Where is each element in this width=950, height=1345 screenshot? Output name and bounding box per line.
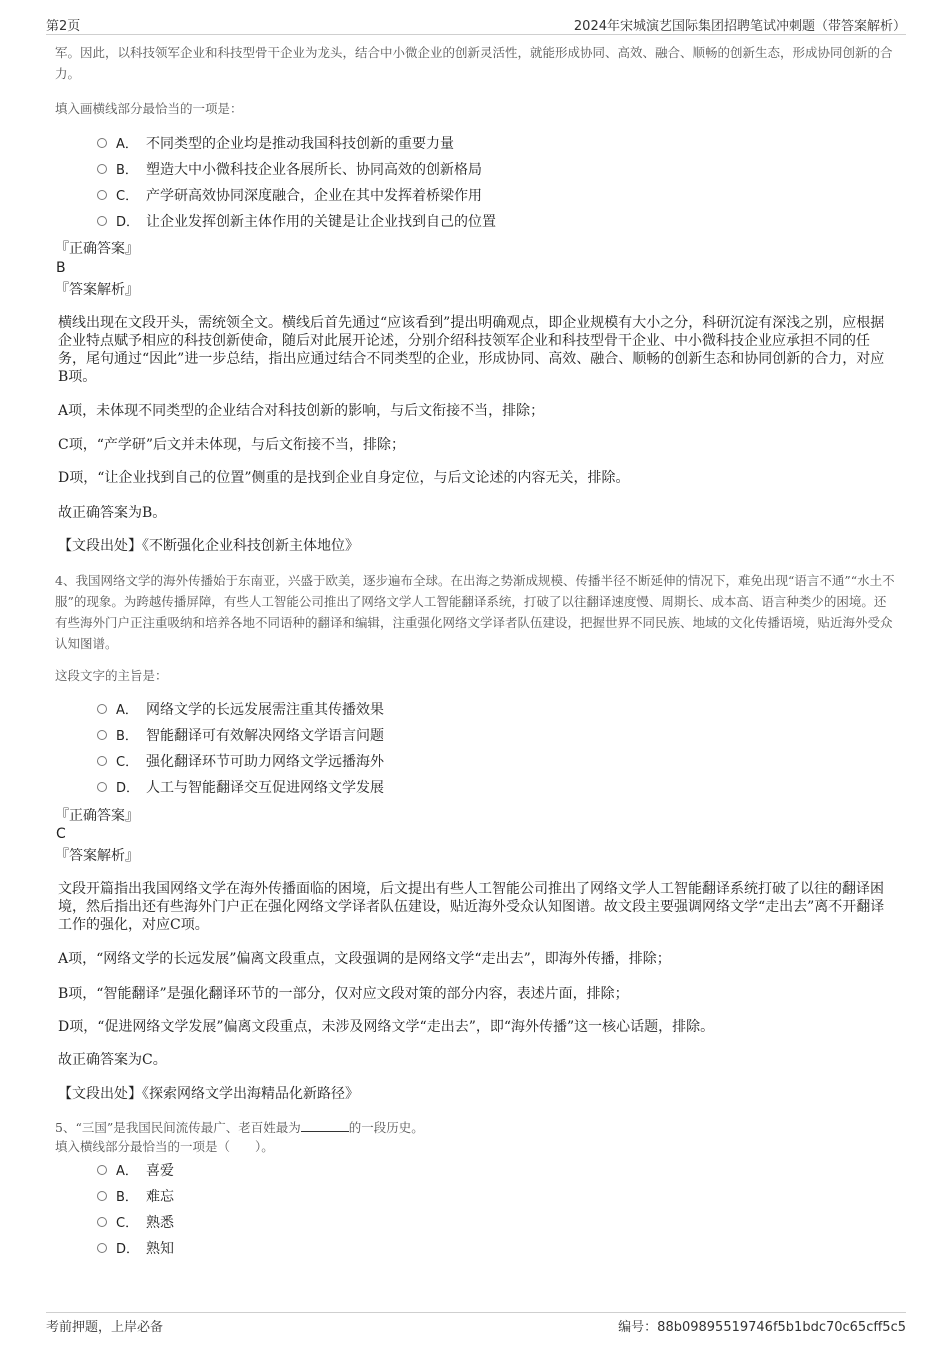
q4-answer-label: 『正确答案』	[55, 808, 139, 824]
q3-stem-tail: 军。因此，以科技领军企业和科技型骨干企业为龙头，结合中小微企业的创新灵活性，就能形成协同、高效、融合、顺畅的创新生态，形成协同创新的合力。	[55, 45, 893, 81]
radio-icon[interactable]	[97, 1165, 107, 1175]
q4-analysis-label: 『答案解析』	[55, 848, 139, 864]
q4-option-d[interactable]: D． 人工与智能翻译交互促进网络文学发展	[97, 778, 384, 798]
q4-answer: C	[56, 826, 66, 842]
q3-option-d[interactable]: D． 让企业发挥创新主体作用的关键是让企业找到自己的位置	[97, 212, 496, 232]
q3-option-a[interactable]: A． 不同类型的企业均是推动我国科技创新的重要力量	[97, 134, 454, 154]
q3-source: 【文段出处】《不断强化企业科技创新主体地位》	[58, 538, 359, 554]
radio-icon[interactable]	[97, 1243, 107, 1253]
q5-option-c[interactable]: C． 熟悉	[97, 1213, 174, 1233]
q4-note-a: A项，“网络文学的长远发展”偏离文段重点，文段强调的是网络文学“走出去”，即海外传播，排除；	[58, 951, 671, 967]
q4-note-b: B项，“智能翻译”是强化翻译环节的一部分，仅对应文段对策的部分内容，表述片面，排除；	[58, 986, 629, 1002]
q3-analysis: 横线出现在文段开头，需统领全文。横线后首先通过“应该看到”提出明确观点，即企业规模有大小之分，科研沉淀有深浅之别，应根据企业特点赋予相应的科技创新使命，随后对此展开论述，分别介绍科技领军企业和科技型骨干企业、中小微科技企业应承担不同的任务，尾句通过“因此”进一步总结，指出应通过结合不同类型的企业，形成协同、高效、融合、顺畅的创新生态和协同创新的合力，对应B项。	[58, 315, 885, 385]
q3-note-a: A项，未体现不同类型的企业结合对科技创新的影响，与后文衔接不当，排除；	[58, 403, 545, 419]
q3-analysis-label: 『答案解析』	[55, 282, 139, 298]
radio-icon[interactable]	[97, 782, 107, 792]
q4-analysis: 文段开篇指出我国网络文学在海外传播面临的困境，后文提出有些人工智能公司推出了网络文学人工智能翻译系统打破了以往的翻译困境，然后指出还有些海外门户正在强化网络文学译者队伍建设，贴近海外受众认知图谱。故文段主要强调网络文学“走出去”离不开翻译工作的强化，对应C项。	[58, 881, 885, 933]
radio-icon[interactable]	[97, 138, 107, 148]
q4-option-c[interactable]: C． 强化翻译环节可助力网络文学远播海外	[97, 752, 384, 772]
q5-option-a[interactable]: A． 喜爱	[97, 1161, 174, 1181]
q3-answer: B	[56, 260, 66, 276]
q5-prompt: 填入横线部分最恰当的一项是（ ）。	[55, 1139, 274, 1154]
q5-option-b[interactable]: B． 难忘	[97, 1187, 174, 1207]
radio-icon[interactable]	[97, 704, 107, 714]
radio-icon[interactable]	[97, 1217, 107, 1227]
fill-blank	[301, 1119, 349, 1132]
radio-icon[interactable]	[97, 190, 107, 200]
radio-icon[interactable]	[97, 216, 107, 226]
page-footer	[46, 1312, 906, 1335]
document-code: 编号：88b09895519746f5b1bdc70c65cff5c5	[618, 1320, 906, 1335]
page-header	[46, 14, 906, 35]
footer-slogan: 考前押题，上岸必备	[46, 1320, 164, 1335]
q4-conclusion: 故正确答案为C。	[58, 1052, 167, 1068]
q4-note-d: D项，“促进网络文学发展”偏离文段重点，未涉及网络文学“走出去”，即“海外传播”这一核心话题，排除。	[58, 1019, 715, 1035]
q4-prompt: 这段文字的主旨是：	[55, 668, 168, 683]
q3-note-d: D项，“让企业找到自己的位置”侧重的是找到企业自身定位，与后文论述的内容无关，排除。	[58, 470, 630, 486]
radio-icon[interactable]	[97, 1191, 107, 1201]
q3-option-c[interactable]: C． 产学研高效协同深度融合，企业在其中发挥着桥梁作用	[97, 186, 482, 206]
q3-conclusion: 故正确答案为B。	[58, 505, 167, 521]
radio-icon[interactable]	[97, 730, 107, 740]
q4-stem: 4、我国网络文学的海外传播始于东南亚，兴盛于欧美，逐步遍布全球。在出海之势渐成规模、传播半径不断延伸的情况下，难免出现“语言不通”“水土不服”的现象。为跨越传播屏障，有些人工智能公司推出了网络文学人工智能翻译系统，打破了以往翻译速度慢、周期长、成本高、语言种类少的困境。还有些海外门户正注重吸纳和培养各地不同语种的翻译和编辑，注重强化网络文学译者队伍建设，把握世界不同民族、地域的文化传播语境，贴近海外受众认知图谱。	[55, 573, 895, 651]
radio-icon[interactable]	[97, 164, 107, 174]
q3-answer-label: 『正确答案』	[55, 241, 139, 257]
document-title: 2024年宋城演艺国际集团招聘笔试冲刺题（带答案解析）	[573, 19, 906, 34]
q3-note-c: C项，“产学研”后文并未体现，与后文衔接不当，排除；	[58, 437, 406, 453]
q4-option-a[interactable]: A． 网络文学的长远发展需注重其传播效果	[97, 700, 384, 720]
q3-prompt: 填入画横线部分最恰当的一项是：	[55, 101, 243, 116]
radio-icon[interactable]	[97, 756, 107, 766]
q5-stem: 5、“三国”是我国民间流传最广、老百姓最为 的一段历史。	[55, 1120, 424, 1135]
q5-option-d[interactable]: D． 熟知	[97, 1239, 174, 1259]
q4-source: 【文段出处】《探索网络文学出海精品化新路径》	[58, 1086, 359, 1102]
page-number: 第2页	[46, 19, 81, 34]
q4-option-b[interactable]: B． 智能翻译可有效解决网络文学语言问题	[97, 726, 384, 746]
q3-option-b[interactable]: B． 塑造大中小微科技企业各展所长、协同高效的创新格局	[97, 160, 482, 180]
